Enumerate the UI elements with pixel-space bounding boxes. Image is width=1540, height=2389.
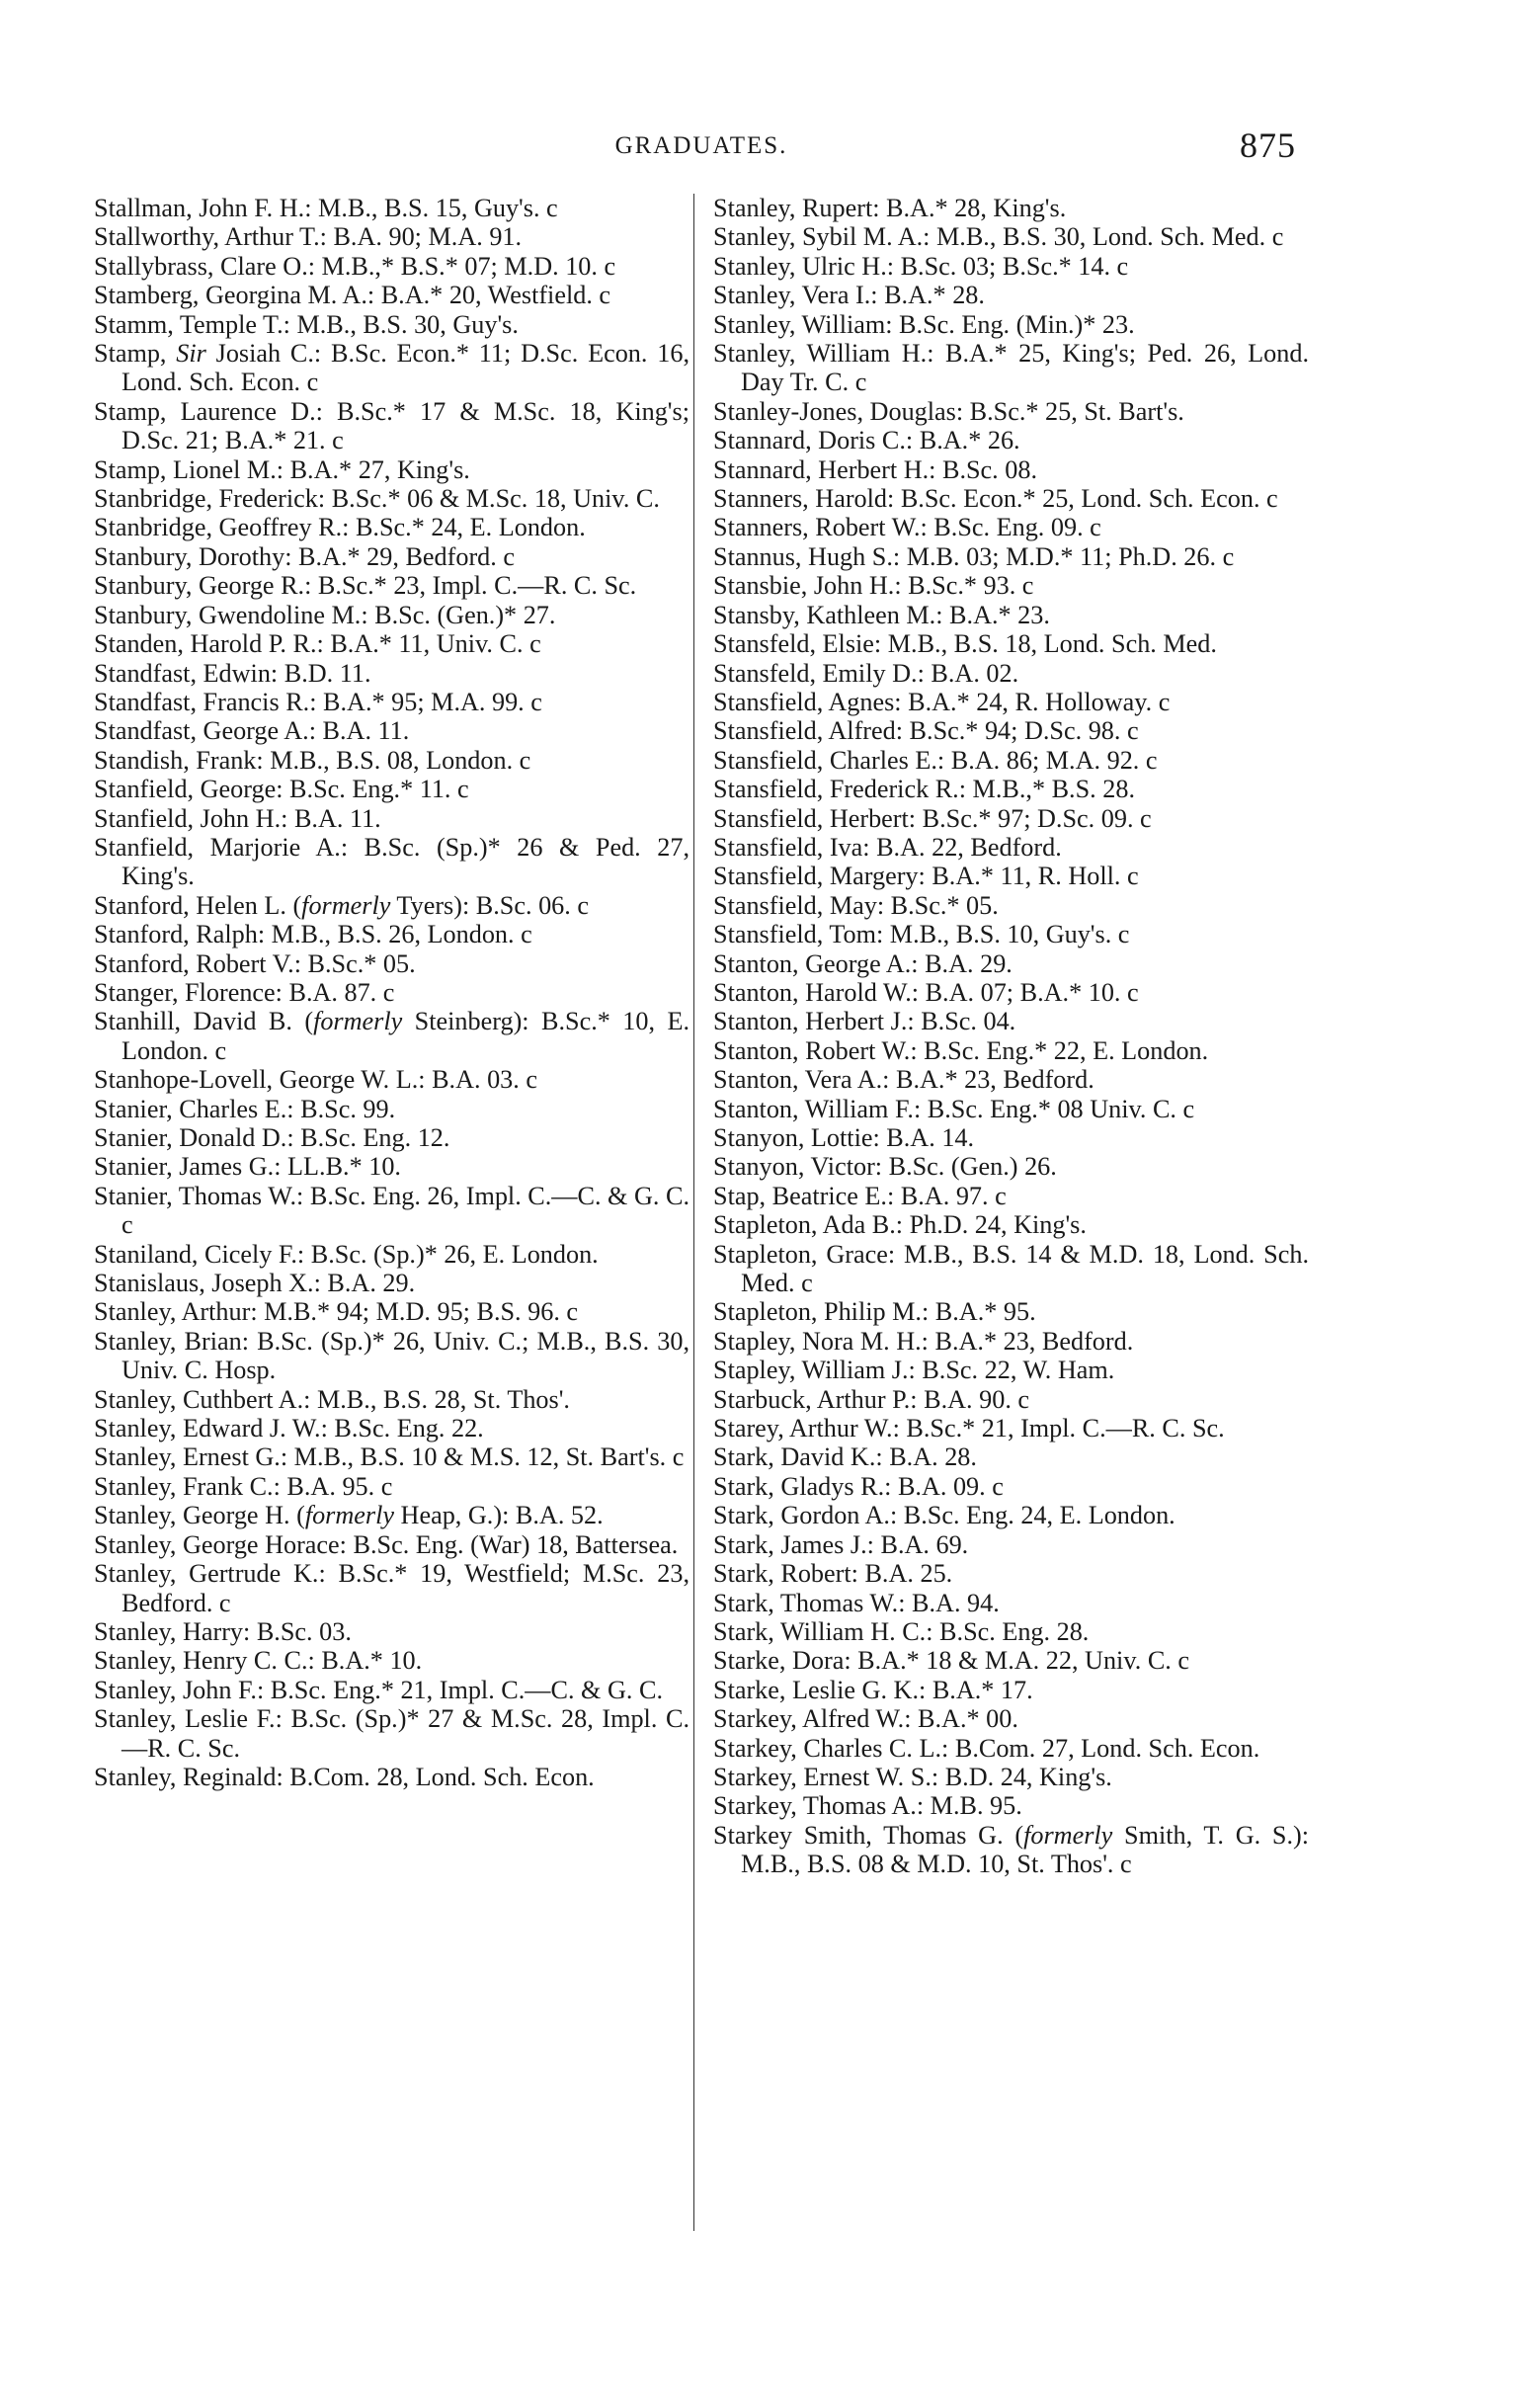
directory-entry: Stallybrass, Clare O.: M.B.,* B.S.* 07; M.D. 10. c xyxy=(94,251,616,281)
directory-entry: Stanbridge, Geoffrey R.: B.Sc.* 24, E. London. xyxy=(94,513,586,542)
directory-entry: Stamberg, Georgina M. A.: B.A.* 20, Westfield. c xyxy=(94,281,611,310)
directory-entry: Stansfield, Tom: M.B., B.S. 10, Guy's. c xyxy=(713,920,1130,949)
page-number: 875 xyxy=(1240,125,1296,165)
directory-entry: Stansbie, John H.: B.Sc.* 93. c xyxy=(713,571,1034,601)
directory-entry: Stanley, Reginald: B.Com. 28, Lond. Sch. Econ. xyxy=(94,1762,595,1791)
directory-entry: Standen, Harold P. R.: B.A.* 11, Univ. C. c xyxy=(94,629,541,659)
directory-entry: Stanton, William F.: B.Sc. Eng.* 08 Univ. C. c xyxy=(713,1094,1195,1123)
running-head xyxy=(0,125,1540,172)
directory-entry: Stanley, Frank C.: B.A. 95. c xyxy=(94,1471,393,1501)
directory-entry: Stanton, Vera A.: B.A.* 23, Bedford. xyxy=(713,1065,1094,1095)
directory-entry: Stamm, Temple T.: M.B., B.S. 30, Guy's. xyxy=(94,309,519,339)
directory-entry: Stanley-Jones, Douglas: B.Sc.* 25, St. Bart's. xyxy=(713,396,1184,426)
directory-entry: Stark, James J.: B.A. 69. xyxy=(713,1529,969,1559)
directory-entry: Stanfield, George: B.Sc. Eng.* 11. c xyxy=(94,775,469,804)
directory-entry: Stapleton, Ada B.: Ph.D. 24, King's. xyxy=(713,1210,1087,1240)
directory-entry: Stanners, Harold: B.Sc. Econ.* 25, Lond. Sch. Econ. c xyxy=(713,484,1278,514)
directory-entry: Stansfield, Frederick R.: M.B.,* B.S. 28. xyxy=(713,775,1135,804)
directory-entry: Stamp, Sir Josiah C.: B.Sc. Econ.* 11; D.Sc. Econ. 16, Lond. Sch. Econ. c xyxy=(94,339,689,397)
directory-entry: Stansfield, Agnes: B.A.* 24, R. Holloway. c xyxy=(713,687,1171,716)
directory-entry: Stapley, Nora M. H.: B.A.* 23, Bedford. xyxy=(713,1326,1134,1356)
directory-entry: Stansfield, Margery: B.A.* 11, R. Holl. c xyxy=(713,862,1139,891)
directory-entry: Stanley, Ulric H.: B.Sc. 03; B.Sc.* 14. c xyxy=(713,251,1129,281)
directory-entry: Stanger, Florence: B.A. 87. c xyxy=(94,977,395,1007)
directory-entry: Starkey, Ernest W. S.: B.D. 24, King's. xyxy=(713,1762,1112,1791)
page-title: GRADUATES. xyxy=(614,132,788,159)
directory-entry: Stanley, George H. (formerly Heap, G.): B.A. 52. xyxy=(94,1501,604,1530)
directory-entry: Stansfield, Charles E.: B.A. 86; M.A. 92. c xyxy=(713,745,1158,775)
directory-entry: Stanton, Robert W.: B.Sc. Eng.* 22, E. London. xyxy=(713,1035,1209,1065)
directory-entry: Stapleton, Philip M.: B.A.* 95. xyxy=(713,1297,1036,1327)
directory-entry: Staniland, Cicely F.: B.Sc. (Sp.)* 26, E. London. xyxy=(94,1239,599,1269)
directory-entry: Stallworthy, Arthur T.: B.A. 90; M.A. 91. xyxy=(94,222,523,252)
directory-entry: Stanier, Donald D.: B.Sc. Eng. 12. xyxy=(94,1123,450,1152)
directory-entry: Stannard, Herbert H.: B.Sc. 08. xyxy=(713,454,1038,484)
directory-entry: Stamp, Laurence D.: B.Sc.* 17 & M.Sc. 18, King's; D.Sc. 21; B.A.* 21. c xyxy=(94,396,689,455)
directory-entry: Standfast, George A.: B.A. 11. xyxy=(94,716,410,746)
directory-entry: Stanley, Leslie F.: B.Sc. (Sp.)* 27 & M.Sc. 28, Impl. C.—R. C. Sc. xyxy=(94,1704,689,1763)
directory-entry: Stark, Gordon A.: B.Sc. Eng. 24, E. London. xyxy=(713,1501,1175,1530)
directory-entry: Stanley, William: B.Sc. Eng. (Min.)* 23. xyxy=(713,309,1135,339)
directory-entry: Stallman, John F. H.: M.B., B.S. 15, Guy's. c xyxy=(94,194,558,222)
directory-entry: Stanley, Sybil M. A.: M.B., B.S. 30, Lond. Sch. Med. c xyxy=(713,222,1284,252)
directory-entry: Standfast, Edwin: B.D. 11. xyxy=(94,658,371,688)
directory-entry: Stanley, Arthur: M.B.* 94; M.D. 95; B.S. 96. c xyxy=(94,1297,579,1327)
directory-entry: Starke, Dora: B.A.* 18 & M.A. 22, Univ. C. c xyxy=(713,1646,1190,1676)
directory-entry: Stanley, William H.: B.A.* 25, King's; Ped. 26, Lond. Day Tr. C. c xyxy=(713,339,1309,397)
directory-entry: Stark, Thomas W.: B.A. 94. xyxy=(713,1588,1000,1617)
directory-entry: Stanford, Helen L. (formerly Tyers): B.Sc. 06. c xyxy=(94,890,589,920)
directory-entry: Starkey, Charles C. L.: B.Com. 27, Lond. Sch. Econ. xyxy=(713,1733,1260,1763)
directory-entry: Stanier, Thomas W.: B.Sc. Eng. 26, Impl. C.—C. & G. C. c xyxy=(94,1181,689,1240)
directory-entry: Stanton, Herbert J.: B.Sc. 04. xyxy=(713,1007,1016,1036)
column-divider xyxy=(693,194,694,2231)
directory-entry: Standfast, Francis R.: B.A.* 95; M.A. 99. c xyxy=(94,687,542,716)
directory-entry: Stansfield, Herbert: B.Sc.* 97; D.Sc. 09. c xyxy=(713,803,1152,833)
directory-entry: Stanier, James G.: LL.B.* 10. xyxy=(94,1152,401,1182)
directory-entry: Stanley, Cuthbert A.: M.B., B.S. 28, St. Thos'. xyxy=(94,1384,570,1414)
directory-entry: Stark, Robert: B.A. 25. xyxy=(713,1559,953,1589)
directory-entry: Stanbury, Dorothy: B.A.* 29, Bedford. c xyxy=(94,541,515,571)
directory-entry: Stap, Beatrice E.: B.A. 97. c xyxy=(713,1181,1007,1210)
directory-entry: Stansfield, Alfred: B.Sc.* 94; D.Sc. 98. c xyxy=(713,716,1139,746)
directory-entry: Stanley, John F.: B.Sc. Eng.* 21, Impl. C.—C. & G. C. xyxy=(94,1675,663,1704)
directory-entry: Stapleton, Grace: M.B., B.S. 14 & M.D. 18, Lond. Sch. Med. c xyxy=(713,1239,1309,1298)
directory-entry: Stanhill, David B. (formerly Steinberg): B.Sc.* 10, E. London. c xyxy=(94,1007,689,1065)
directory-entry: Stanbury, Gwendoline M.: B.Sc. (Gen.)* 27. xyxy=(94,600,556,629)
directory-entry: Stanley, Brian: B.Sc. (Sp.)* 26, Univ. C.; M.B., B.S. 30, Univ. C. Hosp. xyxy=(94,1326,689,1385)
directory-entry: Stanbridge, Frederick: B.Sc.* 06 & M.Sc. 18, Univ. C. xyxy=(94,484,660,514)
directory-entry: Stanislaus, Joseph X.: B.A. 29. xyxy=(94,1269,416,1298)
directory-entry: Stark, William H. C.: B.Sc. Eng. 28. xyxy=(713,1616,1090,1646)
directory-entry: Stannus, Hugh S.: M.B. 03; M.D.* 11; Ph.D. 26. c xyxy=(713,541,1235,571)
directory-entry: Stanford, Robert V.: B.Sc.* 05. xyxy=(94,948,416,978)
directory-entry: Stanton, Harold W.: B.A. 07; B.A.* 10. c xyxy=(713,977,1139,1007)
directory-entry: Stanners, Robert W.: B.Sc. Eng. 09. c xyxy=(713,513,1101,542)
directory-entry: Stamp, Lionel M.: B.A.* 27, King's. xyxy=(94,454,470,484)
right-column xyxy=(713,194,1309,1879)
directory-entry: Stanley, George Horace: B.Sc. Eng. (War) 18, Battersea. xyxy=(94,1529,679,1559)
directory-entry: Stansfield, May: B.Sc.* 05. xyxy=(713,890,999,920)
directory-entry: Stansby, Kathleen M.: B.A.* 23. xyxy=(713,600,1050,629)
directory-entry: Stanley, Harry: B.Sc. 03. xyxy=(94,1616,352,1646)
directory-entry: Stanyon, Victor: B.Sc. (Gen.) 26. xyxy=(713,1152,1057,1182)
directory-entry: Stanyon, Lottie: B.A. 14. xyxy=(713,1123,975,1152)
directory-entry: Stansfield, Iva: B.A. 22, Bedford. xyxy=(713,832,1062,862)
directory-entry: Starkey, Thomas A.: M.B. 95. xyxy=(713,1791,1022,1821)
directory-entry: Starkey, Alfred W.: B.A.* 00. xyxy=(713,1704,1018,1734)
directory-entry: Stark, David K.: B.A. 28. xyxy=(713,1442,977,1472)
directory-entry: Stanier, Charles E.: B.Sc. 99. xyxy=(94,1094,396,1123)
directory-entry: Stanley, Gertrude K.: B.Sc.* 19, Westfield; M.Sc. 23, Bedford. c xyxy=(94,1559,689,1617)
directory-entry: Stanton, George A.: B.A. 29. xyxy=(713,948,1013,978)
directory-entry: Stansfeld, Emily D.: B.A. 02. xyxy=(713,658,1019,688)
directory-entry: Starkey Smith, Thomas G. (formerly Smith, T. G. S.): M.B., B.S. 08 & M.D. 10, St. Thos'. c xyxy=(713,1820,1309,1879)
directory-entry: Stapley, William J.: B.Sc. 22, W. Ham. xyxy=(713,1356,1115,1385)
directory-entry: Starbuck, Arthur P.: B.A. 90. c xyxy=(713,1384,1030,1414)
directory-entry: Stanley, Edward J. W.: B.Sc. Eng. 22. xyxy=(94,1414,484,1443)
directory-entry: Starke, Leslie G. K.: B.A.* 17. xyxy=(713,1675,1033,1704)
directory-entry: Stanley, Vera I.: B.A.* 28. xyxy=(713,281,985,310)
directory-entry: Standish, Frank: M.B., B.S. 08, London. c xyxy=(94,745,531,775)
directory-entry: Stanley, Henry C. C.: B.A.* 10. xyxy=(94,1646,423,1676)
directory-entry: Stanfield, John H.: B.A. 11. xyxy=(94,803,381,833)
directory-entry: Stark, Gladys R.: B.A. 09. c xyxy=(713,1471,1004,1501)
directory-entry: Stansfeld, Elsie: M.B., B.S. 18, Lond. Sch. Med. xyxy=(713,629,1217,659)
left-column xyxy=(94,194,689,1791)
directory-entry: Stanfield, Marjorie A.: B.Sc. (Sp.)* 26 & Ped. 27, King's. xyxy=(94,832,689,891)
directory-entry: Stanford, Ralph: M.B., B.S. 26, London. c xyxy=(94,920,532,949)
directory-entry: Stanley, Ernest G.: M.B., B.S. 10 & M.S. 12, St. Bart's. c xyxy=(94,1442,685,1472)
directory-entry: Stanhope-Lovell, George W. L.: B.A. 03. c xyxy=(94,1065,537,1095)
directory-entry: Stannard, Doris C.: B.A.* 26. xyxy=(713,426,1020,455)
directory-entry: Stanley, Rupert: B.A.* 28, King's. xyxy=(713,194,1067,222)
directory-entry: Stanbury, George R.: B.Sc.* 23, Impl. C.—R. C. Sc. xyxy=(94,571,637,601)
directory-entry: Starey, Arthur W.: B.Sc.* 21, Impl. C.—R. C. Sc. xyxy=(713,1414,1225,1443)
